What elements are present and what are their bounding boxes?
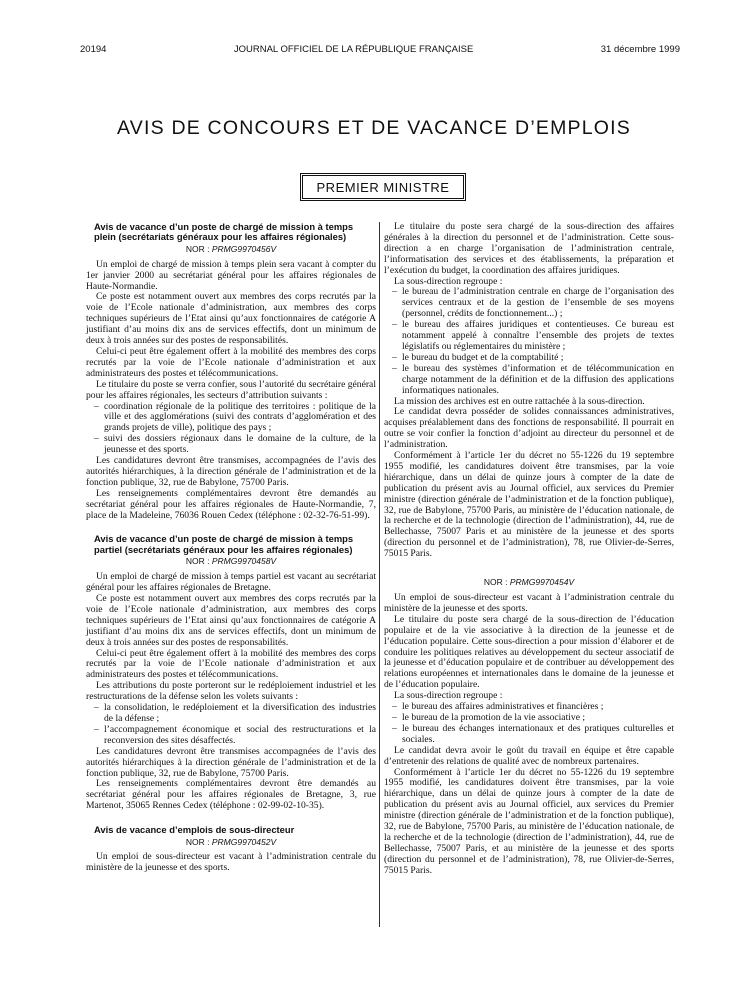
paragraph: Les renseignements complémentaires devront être demandés au secrétariat général pour les affaires régionales de Bretagne, 3, rue Martenot, 35065 Rennes Cedex (téléphone : 02-99-02-10-35).: [86, 778, 376, 812]
list-item: – l’accompagnement économique et social des restructurations et la reconversion des sites désaffectés.: [104, 725, 376, 747]
paragraph: Un emploi de sous-directeur est vacant à l’administration centrale du ministère de la jeunesse et des sports.: [384, 592, 674, 614]
list-item: – le bureau de l’administration centrale en charge de l’organisation des services centraux et de la gestion de l’ensemble de ses moyens (personnel, crédits de fonctionnement...) ;: [402, 287, 674, 320]
nor-reference: NOR : PRMG9970454V: [483, 577, 575, 588]
paragraph: Le titulaire du poste sera chargé de la sous-direction de l’éducation populaire et de la vie associative à la direction de la jeunesse et de l’éducation populaire. Cette sous-direction a pour mission d’élaborer et de conduire les politiques relatives au développement du secteur associatif de la jeunesse et d’éducation populaire et de contribuer au développement des relations européennes et internationales dans le domaine de la jeunesse et de l’éducation populaire.: [384, 613, 674, 691]
paragraph: La mission des archives est en outre rattachée à la sous-direction.: [394, 395, 645, 407]
notice-title: Avis de vacance d’un poste de chargé de mission à temps plein (secrétariats généraux pour les affaires régionales): [94, 221, 354, 243]
paragraph: Les renseignements complémentaires devront être demandés au secrétariat général pour les affaires régionales de Haute-Normandie, 7, place de la Madeleine, 76036 Rouen Cedex (téléphone : 02-32-76-51-99).: [86, 487, 376, 521]
paragraph: Ce poste est notamment ouvert aux membres des corps recrutés par la voie de l’Ecole nationale d’administration, aux membres des corps techniques supérieurs de l’Etat ainsi qu’aux fonctionnaires de catégorie A justifiant d’au moins dix ans de services effectifs, dont un minimum de deux à trois années sur des postes de responsabilités.: [86, 593, 376, 648]
paragraph: Un emploi de chargé de mission à temps plein sera vacant à compter du 1er janvier 2000 au secrétariat général pour les affaires régionales de Haute-Normandie.: [86, 258, 376, 292]
nor-reference: NOR : PRMG9970456V: [185, 243, 277, 254]
paragraph: Celui-ci peut être également offert à la mobilité des membres des corps recrutés par la voie de l’Ecole nationale d’administration et aux administrateurs des postes et télécommunications.: [86, 345, 376, 379]
paragraph: Ce poste est notamment ouvert aux membres des corps recrutés par la voie de l’Ecole nationale d’administration, aux membres des corps techniques supérieurs de l’Etat ainsi qu’aux fonctionnaires de catégorie A justifiant d’au moins dix ans de services effectifs, dont un minimum de deux à trois années sur des postes de responsabilités.: [86, 291, 376, 347]
section-title: PREMIER MINISTRE: [300, 173, 466, 201]
paragraph: Le candidat devra avoir le goût du travail en équipe et être capable d’entretenir des relations de qualité avec de nombreux partenaires.: [384, 744, 674, 767]
paragraph: Celui-ci peut être également offert à la mobilité des membres des corps recrutés par la voie de l’Ecole nationale d’administration et aux administrateurs des postes et télécommunications.: [86, 647, 376, 681]
page-header: [80, 44, 680, 55]
list-item: – le bureau des affaires administratives et financières ;: [402, 702, 674, 713]
nor-reference: NOR : PRMG9970458V: [185, 556, 277, 567]
list-item: – le bureau du budget et de la comptabilité ;: [402, 353, 674, 364]
main-title: AVIS DE CONCOURS ET DE VACANCE D’EMPLOIS: [117, 117, 631, 139]
list-item: – suivi des dossiers régionaux dans le domaine de la culture, de la jeunesse et des sports.: [104, 434, 376, 456]
attribution-list: [86, 402, 376, 457]
paragraph: Conformément à l’article 1er du décret no 55-1226 du 19 septembre 1955 modifié, les candidatures doivent être transmises, par la voie hiérarchique, dans un délai de quinze jours à compter de la date de publication du présent avis au Journal officiel, aux services du Premier ministre (direction générale de l’administration et de la fonction publique), 32, rue de Babylone, 75700 Paris, au ministère de l’éducation nationale, de la recherche et de la technologie (direction de l’administration), 44, rue de Bellechasse, 75007 Paris, et au ministère de la jeunesse et des sports (direction du personnel et de l’administration), 78, rue Olivier-de-Serres, 75015 Paris.: [384, 766, 674, 876]
list-item: – le bureau des systèmes d’information et de télécommunication en charge notamment de la définition et de la diffusion des applications informatiques nationales.: [402, 364, 674, 397]
paragraph: Un emploi de chargé de mission à temps partiel est vacant au secrétariat général pour les affaires régionales de Bretagne.: [86, 571, 376, 594]
journal-title: JOURNAL OFFICIEL DE LA RÉPUBLIQUE FRANÇAISE: [233, 44, 474, 55]
paragraph: Les candidatures devront être transmises accompagnées de l’avis des autorités hiérarchiques à la direction générale de l’administration et de la fonction publique, 32, rue de Babylone, 75700 Paris.: [86, 745, 376, 779]
paragraph: Conformément à l’article 1er du décret no 55-1226 du 19 septembre 1955 modifié, les candidatures doivent être transmises, par la voie hiérarchique, dans un délai de quinze jours à compter de la date de publication du présent avis au Journal officiel, aux services du Premier ministre (direction générale de l’administration et de la fonction publique), 32, rue de Babylone, 75700 Paris, au ministère de l’éducation nationale, de la recherche et de la technologie (direction de l’administration), 44, rue de Bellechasse, 75007 Paris et au ministère de la jeunesse et des sports (direction du personnel et de l’administration), 78, rue Olivier-de-Serres, 75015 Paris.: [384, 450, 674, 560]
issue-date: 31 décembre 1999: [600, 44, 680, 55]
paragraph: Un emploi de sous-directeur est vacant à l’administration centrale du ministère de la jeunesse et des sports.: [86, 851, 376, 874]
column-divider: [379, 222, 380, 927]
paragraph: Les attributions du poste porteront sur le redéploiement industriel et les restructurations de la défense selon les volets suivants :: [86, 680, 376, 703]
paragraph: Le titulaire du poste sera chargé de la sous-direction des affaires générales à la direction du personnel et de l’administration. Cette sous-direction a en charge l’organisation de l’administration centrale, l’informatisation des services et des établissements, la préparation et l’exécution du budget, la coordination des affaires juridiques.: [384, 221, 674, 276]
notice-title: Avis de vacance d’emplois de sous-directeur: [94, 824, 295, 836]
nor-reference: NOR : PRMG9970452V: [185, 836, 277, 847]
right-column: [384, 222, 674, 877]
page-number: 20194: [80, 44, 107, 55]
list-item: – la consolidation, le redéploiement et la diversification des industries de la défense ;: [104, 703, 376, 725]
paragraph: La sous-direction regroupe :: [394, 275, 503, 287]
attribution-list: [86, 703, 376, 747]
paragraph: La sous-direction regroupe :: [394, 690, 503, 702]
list-item: – coordination régionale de la politique des territoires : politique de la ville et des agglomérations (suivi des contrats d’agglomération et des grands projets de ville), politique des pays ;: [104, 402, 376, 435]
list-item: – le bureau des affaires juridiques et contentieuses. Ce bureau est notamment appelé à connaître l’ensemble des projets de textes législatifs ou réglementaires du ministère ;: [402, 320, 674, 353]
paragraph: Le candidat devra posséder de solides connaissances administratives, acquises préalablement dans des fonctions de responsabilité. Il pourrait en outre se voir confier la fonction d’adjoint au directeur du personnel et de l’administration.: [384, 406, 674, 451]
bureau-list: [384, 287, 674, 396]
bureau-list: [384, 702, 674, 746]
list-item: – le bureau de la promotion de la vie associative ;: [402, 713, 674, 724]
left-column: [86, 222, 376, 874]
notice-title: Avis de vacance d’un poste de chargé de mission à temps partiel (secrétariats généraux pour les affaires régionales): [94, 533, 354, 555]
list-item: – le bureau des échanges internationaux et des pratiques culturelles et sociales.: [402, 724, 674, 746]
paragraph: Les candidatures devront être transmises, accompagnées de l’avis des autorités hiérarchiques, à la direction générale de l’administration et de la fonction publique, 32, rue de Babylone, 75700 Paris.: [86, 455, 376, 488]
paragraph: Le titulaire du poste se verra confier, sous l’autorité du secrétaire général pour les affaires régionales, les secteurs d’attribution suivants :: [86, 378, 376, 401]
